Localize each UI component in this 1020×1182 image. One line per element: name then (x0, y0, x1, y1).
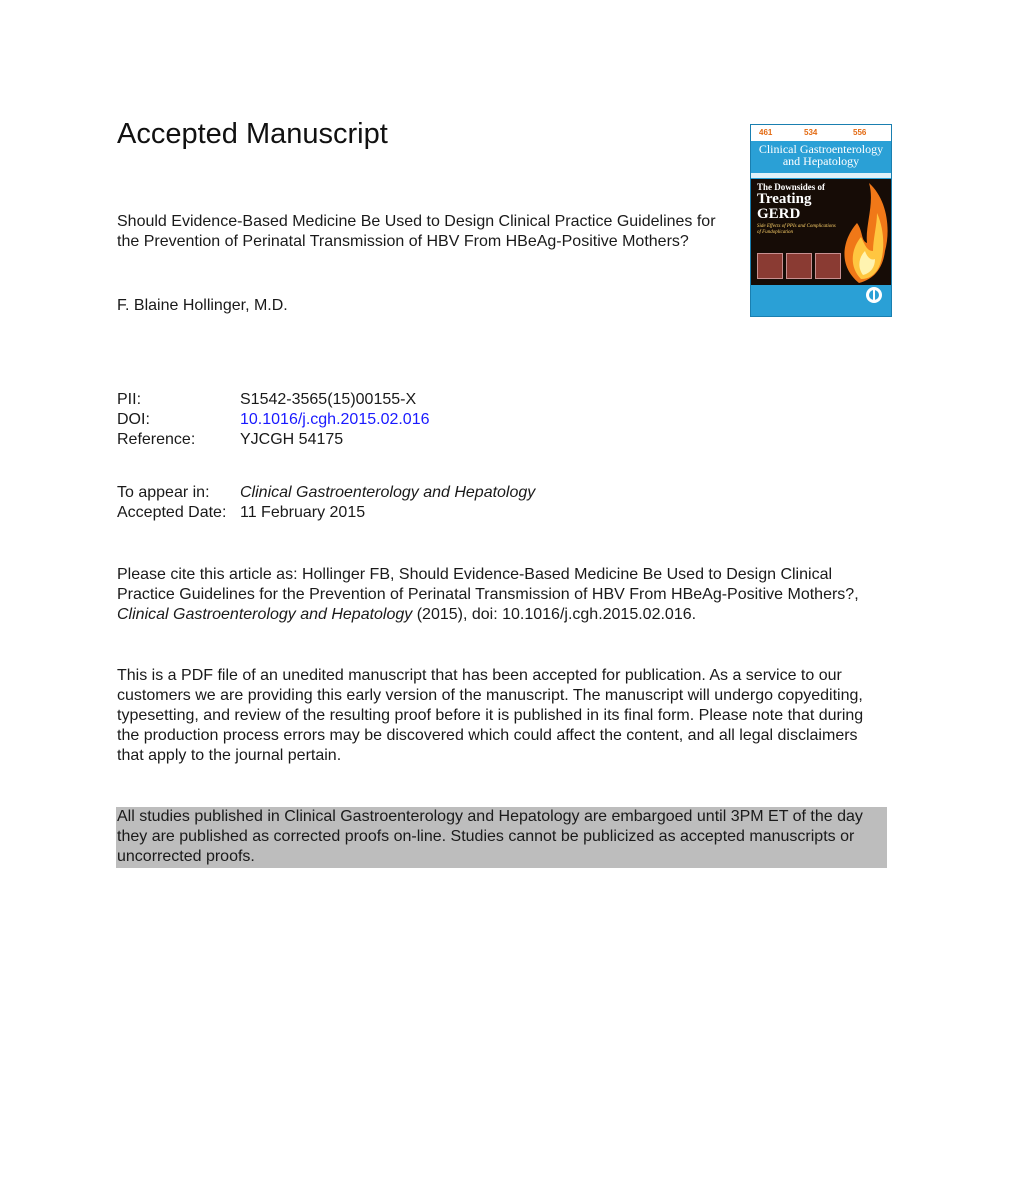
cover-page-number: 556 (853, 128, 867, 137)
pii-row (117, 390, 430, 410)
cover-feature-text (757, 182, 839, 236)
reference-value: YJCGH 54175 (240, 431, 344, 448)
cover-page-number: 461 (759, 128, 773, 137)
accepted-label: Accepted Date: (117, 504, 227, 521)
journal-title: Clinical Gastroenterology and Hepatology (240, 484, 536, 501)
cover-feature-line3: Side Effects of PPIs and Complications of Fundoplication (757, 224, 836, 235)
embargo-text: All studies published in Clinical Gastroenterology and Hepatology are embargoed until 3PM ET of the day they are published as corrected proofs on-line. Studies cannot be publicized as accepted manuscripts or uncorrected proofs. (117, 808, 863, 865)
cover-contents-strip (751, 125, 891, 141)
article-author: F. Blaine Hollinger, M.D. (117, 297, 288, 314)
appear-label: To appear in: (117, 484, 210, 501)
citation-suffix: (2015), doi: 10.1016/j.cgh.2015.02.016. (412, 606, 697, 623)
doi-label: DOI: (117, 411, 150, 428)
doi-link[interactable]: 10.1016/j.cgh.2015.02.016 (240, 411, 430, 428)
citation-prefix: Please cite this article as: Hollinger FB, Should Evidence-Based Medicine Be Used to Design Clinical Practice Guidelines for the Prevention of Perinatal Transmission of HBV From HBeAg-Positive Mothers?, (117, 566, 859, 603)
cover-band (751, 173, 891, 178)
cover-journal-name: Clinical Gastroenterology and Hepatology (758, 142, 884, 168)
disclaimer-paragraph: This is a PDF file of an unedited manuscript that has been accepted for publication. As a service to our customers we are providing this early version of the manuscript. The manuscript will undergo copyediting, typesetting, and review of the resulting proof before it is published in its final form. Please note that during the production process errors may be discovered which could affect the content, and all legal disclaimers that apply to the journal pertain. (117, 667, 864, 764)
accepted-date: 11 February 2015 (240, 504, 366, 521)
appear-row (117, 483, 535, 503)
citation-journal: Clinical Gastroenterology and Hepatology (117, 606, 413, 623)
cover-thumbnail (786, 253, 812, 279)
citation-paragraph (117, 565, 887, 625)
journal-cover (750, 124, 892, 317)
cover-feature-line1: The Downsides of (757, 182, 826, 192)
cover-thumbnail (815, 253, 841, 279)
pii-label: PII: (117, 391, 142, 408)
society-logo-icon (864, 285, 884, 305)
cover-feature-line2: Treating GERD (757, 191, 812, 222)
reference-label: Reference: (117, 431, 196, 448)
accepted-row (117, 503, 535, 523)
page-heading: Accepted Manuscript (117, 118, 388, 150)
article-title: Should Evidence-Based Medicine Be Used to Design Clinical Practice Guidelines for the Prevention of Perinatal Transmission of HBV From HBeAg-Positive Mothers? (117, 213, 716, 250)
cover-thumbnails (757, 253, 841, 279)
cover-thumbnail (757, 253, 783, 279)
reference-row (117, 430, 430, 450)
embargo-notice (116, 807, 887, 868)
doi-row (117, 410, 430, 430)
identifier-block (117, 390, 430, 450)
pii-value: S1542-3565(15)00155-X (240, 391, 417, 408)
cover-page-number: 534 (804, 128, 818, 137)
publication-block (117, 483, 535, 523)
